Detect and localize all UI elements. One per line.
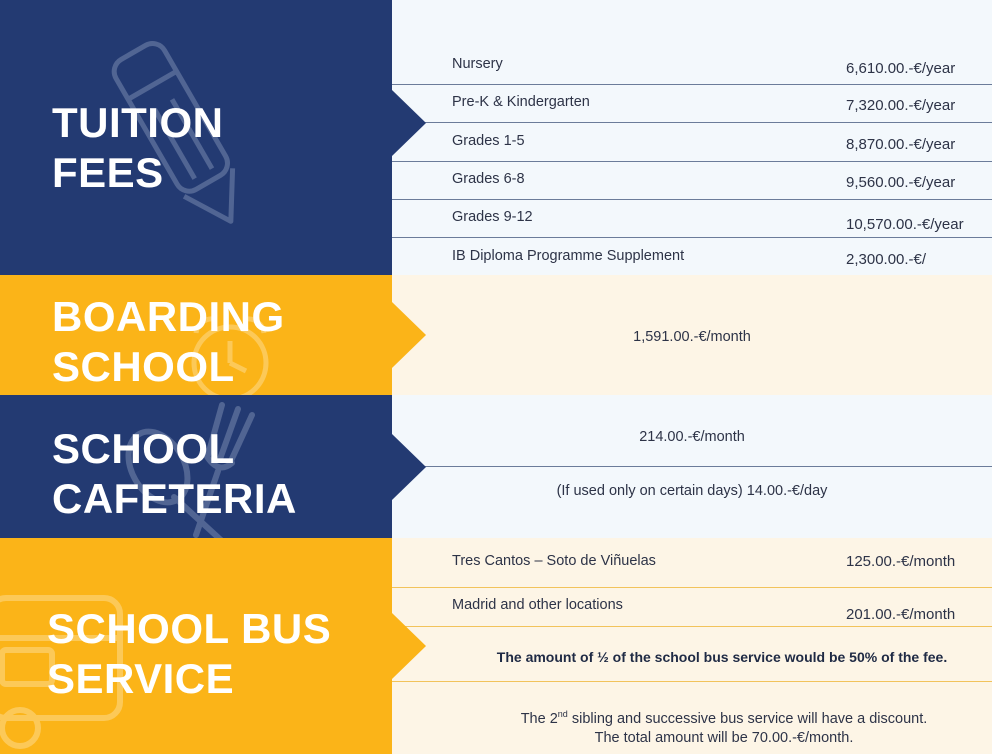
table-row	[392, 238, 992, 275]
grade-fee: 8,870.00.-€/year	[846, 136, 956, 153]
boarding-heading	[52, 292, 285, 392]
cafeteria-monthly-fee: 214.00.-€/month	[639, 429, 745, 445]
row-divider	[392, 626, 992, 627]
bus-heading-line1: SCHOOL BUS	[47, 605, 332, 652]
boarding-heading-line2: SCHOOL	[52, 343, 235, 390]
tuition-heading-line2: FEES	[52, 149, 164, 196]
row-divider	[392, 466, 992, 467]
cafeteria-fee-panel	[392, 395, 992, 538]
bus-heading-panel	[0, 538, 392, 754]
grade-label: Nursery	[452, 56, 503, 72]
sibling-note-pre: The 2	[520, 710, 558, 727]
cafeteria-daily-fee: (If used only on certain days) 14.00.-€/day	[556, 483, 828, 499]
tuition-pointer	[392, 90, 426, 156]
bus-heading-line2: SERVICE	[47, 655, 235, 702]
bus-pointer	[392, 613, 426, 679]
grade-label: Pre-K & Kindergarten	[452, 94, 590, 110]
tuition-heading	[52, 98, 223, 198]
bus-route-label: Tres Cantos – Soto de Viñuelas	[452, 553, 656, 569]
sibling-discount-line2: The total amount will be 70.00.-€/month.	[594, 729, 854, 746]
boarding-heading-panel	[0, 275, 392, 395]
cafeteria-section	[0, 395, 992, 538]
tuition-fees-table	[392, 0, 992, 275]
cafeteria-heading-panel	[0, 395, 392, 538]
bus-route-label: Madrid and other locations	[452, 597, 623, 613]
grade-fee: 7,320.00.-€/year	[846, 97, 956, 114]
table-row	[392, 123, 992, 161]
bus-section	[0, 538, 992, 754]
cafeteria-heading	[52, 424, 297, 524]
sibling-note-post: sibling and successive bus service will have a discount.	[567, 710, 928, 727]
grade-label: Grades 9-12	[452, 209, 533, 225]
boarding-fee: 1,591.00.-€/month	[633, 329, 751, 345]
tuition-section	[0, 0, 992, 275]
grade-fee: 10,570.00.-€/year	[846, 216, 964, 233]
cafeteria-pointer	[392, 434, 426, 500]
bus-heading	[47, 604, 331, 704]
grade-label: Grades 6-8	[452, 171, 525, 187]
tuition-heading-panel	[0, 0, 392, 275]
bus-fee-panel	[392, 538, 992, 754]
tuition-heading-line1: TUITION	[52, 99, 224, 146]
bus-route-fee: 125.00.-€/month	[846, 553, 956, 570]
boarding-fee-panel	[392, 275, 992, 395]
boarding-pointer	[392, 302, 426, 368]
cafeteria-heading-line1: SCHOOL	[52, 425, 235, 472]
half-service-note: The amount of ½ of the school bus service would be 50% of the fee.	[496, 649, 948, 665]
table-row	[392, 588, 992, 626]
sibling-note-sup: nd	[557, 709, 568, 719]
table-row	[392, 538, 992, 587]
grade-fee: 6,610.00.-€/year	[846, 60, 956, 77]
bus-route-fee: 201.00.-€/month	[846, 606, 956, 623]
table-row	[392, 162, 992, 200]
grade-label: Grades 1-5	[452, 133, 525, 149]
grade-fee: 2,300.00.-€/	[846, 251, 927, 268]
cafeteria-heading-line2: CAFETERIA	[52, 475, 297, 522]
sibling-discount-line1	[424, 705, 992, 729]
table-row	[392, 200, 992, 238]
sibling-discount-note	[424, 705, 992, 748]
grade-label: IB Diploma Programme Supplement	[452, 248, 685, 264]
row-divider	[392, 681, 992, 682]
boarding-heading-line1: BOARDING	[52, 293, 285, 340]
table-row	[392, 85, 992, 123]
table-row	[392, 46, 992, 84]
grade-fee: 9,560.00.-€/year	[846, 174, 956, 191]
boarding-section	[0, 275, 992, 395]
